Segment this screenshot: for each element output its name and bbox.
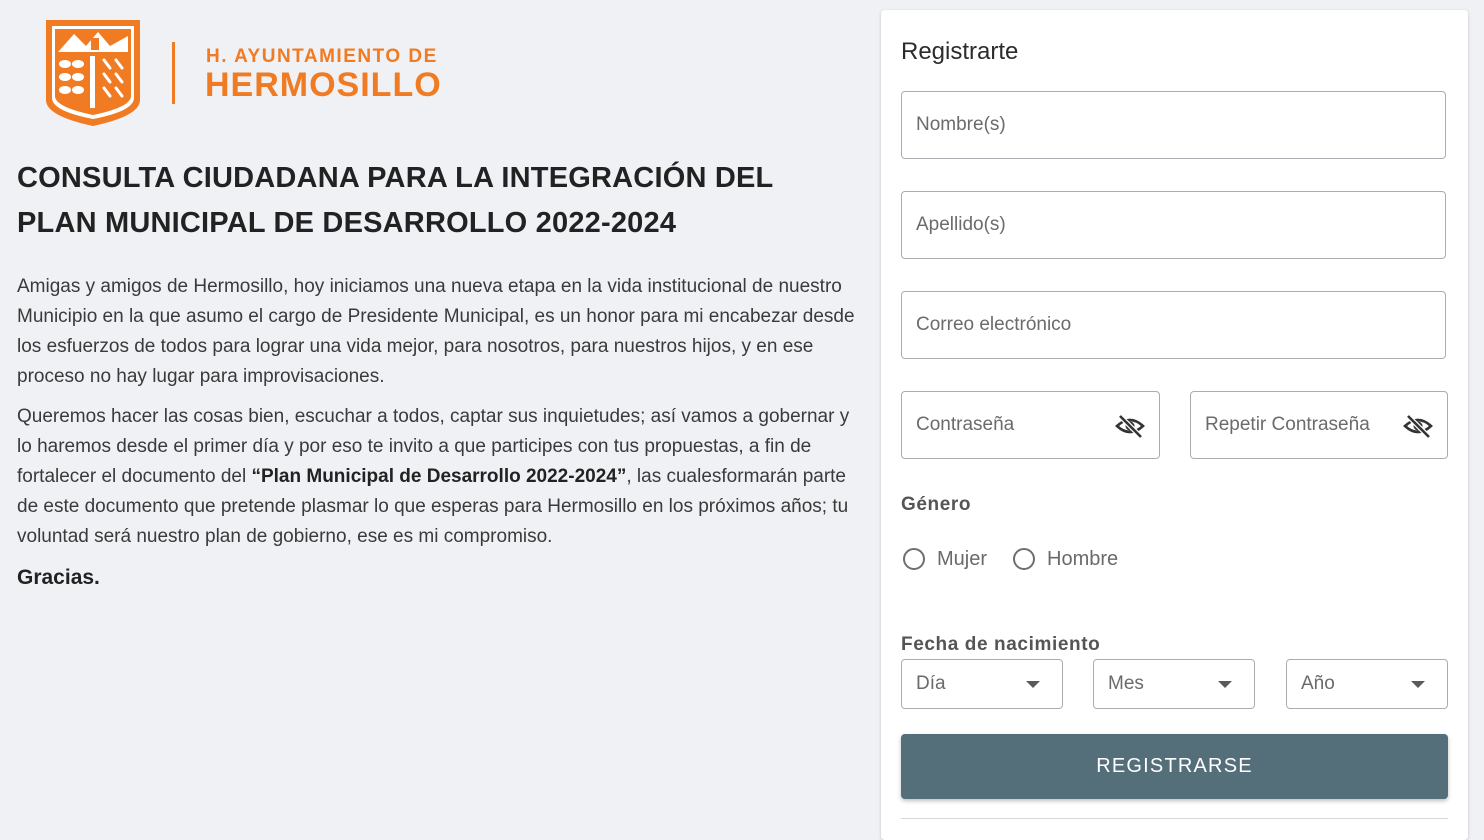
eye-off-icon[interactable] [1115,413,1145,439]
month-select[interactable] [1093,659,1255,709]
hermosillo-crest-logo [44,16,142,128]
brand-name: HERMOSILLO [205,66,442,104]
repeat-password-input[interactable] [1205,392,1391,458]
day-select[interactable] [901,659,1063,709]
logo-divider [172,42,175,104]
page-title: CONSULTA CIUDADANA PARA LA INTEGRACIÓN DEL PLAN MUNICIPAL DE DESARROLLO 2022-2024 [17,162,773,239]
caret-down-icon[interactable] [1026,681,1040,688]
paragraph-2-text-end: , las cualesformarán parte de este documento que pretende plasmar lo que esperas para Hermosillo en los próximos años; tu voluntad será nuestro plan de gobierno, ese es mi compromiso. [17,466,849,547]
intro-paragraph-1: Amigas y amigos de Hermosillo, hoy iniciamos una nueva etapa en la vida institucional de nuestro Municipio en la que asumo el cargo de Presidente Municipal, es un honor para mi encabezar desde los esfuerzos de todos para lograr una vida mejor, para nosotros, para nuestros hijos, y en ese proceso no hay lugar para improvisaciones. [17,276,855,387]
intro-paragraph-2 [17,402,857,552]
radio-circle-icon[interactable] [903,548,925,570]
paragraph-2-text-start: Queremos hacer las cosas bien, escuchar a todos, captar sus inquietudes; así vamos a gobernar y lo haremos desde el primer día y por eso te invito a que participes con tus propuestas, a fin de fortalecer el documento del [17,406,850,487]
repeat-password-field[interactable] [1190,391,1448,459]
caret-down-icon[interactable] [1218,681,1232,688]
name-input[interactable] [916,92,1431,158]
intro-section [17,156,857,590]
year-select-value[interactable]: Año [1301,673,1335,694]
plan-name-bold: “Plan Municipal de Desarrollo 2022-2024” [251,466,627,487]
email-input[interactable] [916,292,1431,358]
password-field[interactable] [901,391,1160,459]
email-field[interactable] [901,291,1446,359]
gender-option-label[interactable]: Mujer [937,547,988,570]
gender-radio-mujer[interactable] [903,545,987,573]
gender-option-label[interactable]: Hombre [1047,547,1119,570]
lastname-input[interactable] [916,192,1431,258]
name-field[interactable] [901,91,1446,159]
header-logo [44,16,444,128]
card-divider [901,818,1448,819]
gender-label: Género [901,494,972,515]
brand-line-1: H. AYUNTAMIENTO DE [206,46,438,67]
day-select-value[interactable]: Día [916,673,946,694]
lastname-field[interactable] [901,191,1446,259]
password-input[interactable] [916,392,1103,458]
closing-text: Gracias. [17,566,100,589]
register-card [881,10,1468,840]
register-button[interactable]: REGISTRARSE [901,734,1448,799]
eye-off-icon[interactable] [1403,413,1433,439]
radio-circle-icon[interactable] [1013,548,1035,570]
year-select[interactable] [1286,659,1448,709]
caret-down-icon[interactable] [1411,681,1425,688]
register-title: Registrarte [901,38,1019,65]
month-select-value[interactable]: Mes [1108,673,1144,694]
gender-radio-hombre[interactable] [1013,545,1118,573]
birthdate-label: Fecha de nacimiento [901,634,1101,655]
